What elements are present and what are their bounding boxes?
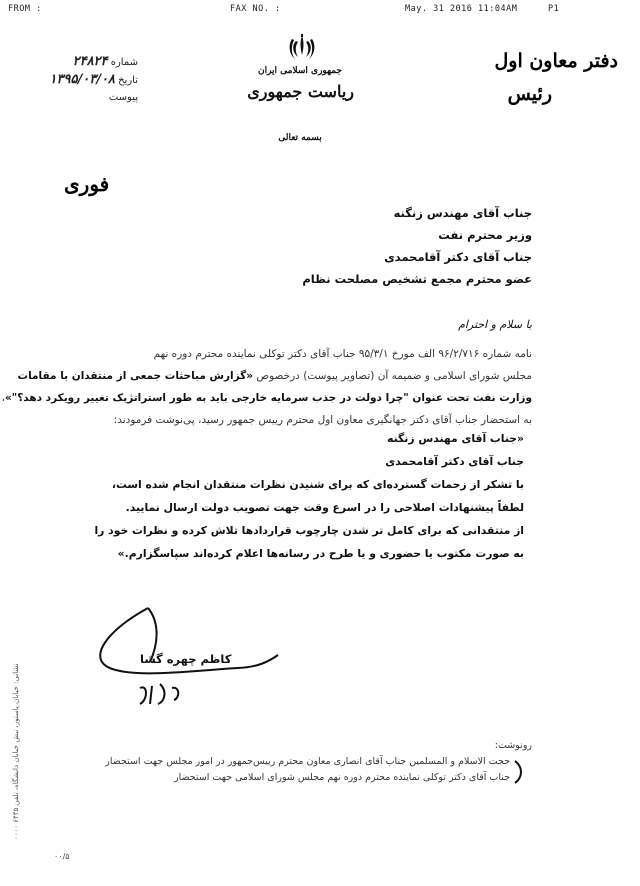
sender-office-line2: رئیس xyxy=(507,83,552,105)
quote-line-1: «جناب آقای مهندس زنگنه xyxy=(387,432,524,445)
quote-line-4: لطفاً پیشنهادات اصلاحی را در اسرع وقت جهت تصویب دولت ارسال نمایید. xyxy=(125,501,524,514)
letter-date-label: تاریخ xyxy=(118,75,138,86)
body-line-3 xyxy=(1,388,532,409)
body-line-2 xyxy=(17,366,532,387)
page-code: ۰۰/۵ xyxy=(54,852,70,861)
letter-number-value: ۲۴۸۲۴ xyxy=(72,54,108,69)
cc-bracket-mark xyxy=(513,757,527,787)
letter-date xyxy=(28,72,138,87)
letter-attachment: پیوست xyxy=(108,92,138,103)
cc-line-1: حجت الاسلام و المسلمین جناب آقای انصاری معاون محترم رییس‌جمهور در امور مجلس جهت استحضار xyxy=(105,756,510,767)
recipient-2: جناب آقای دکتر آقامحمدی xyxy=(384,250,532,264)
letter-number xyxy=(28,54,138,69)
quote-line-5: از منتقدانی که برای کامل تر شدن چارچوب قراردادها تلاش کرده و نظرات خود را xyxy=(94,524,524,537)
quote-line-3: با تشکر از زحمات گسترده‌ای که برای شنیدن نظرات منتقدان انجام شده است، xyxy=(111,478,524,491)
recipient-1: جناب آقای مهندس زنگنه xyxy=(393,206,532,220)
letter-number-label: شماره xyxy=(110,57,138,68)
recipient-1-title: وزیر محترم نفت xyxy=(438,228,532,242)
invocation: بسمه تعالی xyxy=(278,133,322,143)
urgency-mark: فوری xyxy=(64,172,110,196)
salutation: با سلام و احترام xyxy=(458,318,532,331)
body-line-3-text: ، xyxy=(1,392,5,404)
recipient-2-title: عضو محترم مجمع تشخیص مصلحت نظام xyxy=(302,272,532,286)
quote-line-2: جناب آقای دکتر آقامحمدی xyxy=(385,455,524,468)
cc-label: رونوشت: xyxy=(494,740,532,751)
fax-from: FROM : xyxy=(8,4,42,14)
body-line-1: نامه شماره ۹۶/۲/۷۱۶ الف مورخ ۹۵/۳/۱ جناب آقای دکتر توکلی نماینده محترم دوره نهم xyxy=(153,348,532,360)
fax-page: P1 xyxy=(548,4,560,14)
side-note: نشانی: خیابان پاستور، نبش خیابان دانشگاه، تلفن ۶۴۴۵ ۰۰۰۰ xyxy=(12,663,20,840)
body-line-2-text: مجلس شورای اسلامی و ضمیمه آن (تصاویر پیوست) درخصوص xyxy=(253,370,532,382)
quote-line-6: به صورت مکتوب یا حضوری و یا طرح در رسانه‌ها اعلام کرده‌اند سپاسگزارم.» xyxy=(117,547,524,560)
body-line-3-bold: وزارت نفت تحت عنوان "چرا دولت در جذب سرمایه خارجی باید به طور استراتژیک تغییر رویکرد دهد؟"» xyxy=(4,392,532,404)
fax-datetime: May. 31 2016 11:04AM xyxy=(405,4,518,14)
cc-line-2: جناب آقای دکتر توکلی نماینده محترم دوره نهم مجلس شورای اسلامی جهت استحضار xyxy=(174,772,510,783)
iran-emblem-icon xyxy=(286,33,318,63)
body-line-2-bold: «گزارش مباحثات جمعی از منتقدان با مقامات xyxy=(17,370,254,382)
letter-date-value: ۱۳۹۵/۰۳/۰۸ xyxy=(49,72,115,87)
sender-office-line1: دفتر معاون اول xyxy=(494,50,618,72)
body-line-4: به استحضار جناب آقای دکتر جهانگیری معاون اول محترم رییس جمهور رسید، پی‌نوشت فرمودند: xyxy=(113,414,532,426)
fax-number: FAX NO. : xyxy=(230,4,281,14)
emblem-country: جمهوری اسلامی ایران xyxy=(257,66,342,76)
signer-name: کاظم چهره گشا xyxy=(140,652,232,666)
emblem-office: ریاست جمهوری xyxy=(247,82,354,101)
